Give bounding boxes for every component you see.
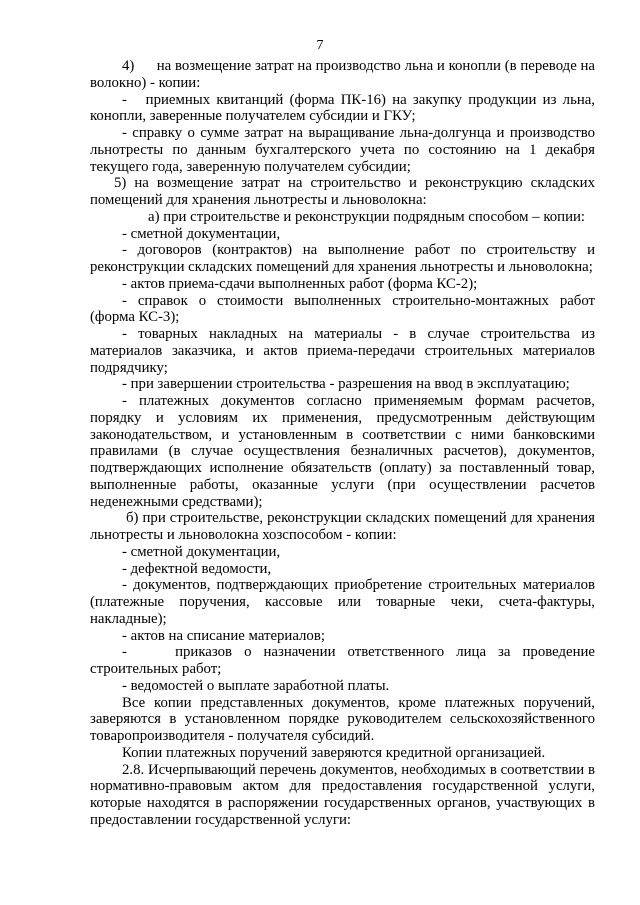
paragraph-item-5a: а) при строительстве и реконструкции подрядным способом – копии: bbox=[148, 208, 586, 225]
paragraph-item-4-cost-certificate: - справку о сумме затрат на выращивание льна-долгунца и производство льнотресты по данным бухгалтерского учета по состоянию на 1 декабря текущего года, заверенную получателем субсидии; bbox=[90, 125, 595, 175]
paragraph-payment-orders: Копии платежных поручений заверяются кредитной организацией. bbox=[122, 744, 546, 761]
paragraph-2-8: 2.8. Исчерпывающий перечень документов, необходимых в соответствии в нормативно-правовым актом для предоставления государственной услуги, которые находятся в распоряжении государственных органов, участвующих в предоставлении государственной услуги: bbox=[90, 761, 595, 828]
paragraph-item-5: 5) на возмещение затрат на строительство и реконструкцию складских помещений для хранения льнотресты и льноволокна: bbox=[90, 175, 595, 208]
paragraph-item-4-receipts: - приемных квитанций (форма ПК-16) на закупку продукции из льна, конопли, заверенные получателем субсидии и ГКУ; bbox=[90, 91, 595, 125]
list-item: - справок о стоимости выполненных строительно-монтажных работ (форма КС-3); bbox=[90, 292, 595, 326]
document-body bbox=[90, 58, 595, 829]
list-item: - сметной документации, bbox=[122, 225, 281, 242]
page-number: 7 bbox=[316, 38, 324, 53]
list-item: - договоров (контрактов) на выполнение работ по строительству и реконструкции складских помещений для хранения льнотресты и льноволокна; bbox=[90, 242, 595, 275]
list-item: - документов, подтверждающих приобретение строительных материалов (платежные поручения, кассовые или товарные чеки, счета-фактуры, накладные); bbox=[90, 577, 595, 627]
paragraph-item-4: 4) на возмещение затрат на производство льна и конопли (в переводе на волокно) - копии: bbox=[90, 58, 595, 91]
list-item: - приказов о назначении ответственного лица за проведение строительных работ; bbox=[90, 644, 595, 677]
list-item: - дефектной ведомости, bbox=[122, 560, 272, 577]
list-item: - платежных документов согласно применяемым формам расчетов, порядку и условиям их применения, предусмотренным действующим законодательством, и установленным в соответствии с ними банковскими правилами (в случае осуществления безналичных расчетов), документов, подтверждающих исполнение обязательств (оплату) за поставленный товар, выполненные работы, оказанные услуги (при осуществлении расчетов неденежными средствами); bbox=[90, 393, 595, 510]
list-item: - при завершении строительства - разрешения на ввод в эксплуатацию; bbox=[122, 376, 570, 393]
list-item: - сметной документации, bbox=[122, 543, 281, 560]
paragraph-certification: Все копии представленных документов, кроме платежных поручений, заверяются в установленном порядке руководителем сельскохозяйственного товаропроизводителя - получателя субсидий. bbox=[90, 694, 595, 744]
list-item: - актов на списание материалов; bbox=[122, 627, 325, 644]
list-item: - ведомостей о выплате заработной платы. bbox=[122, 677, 390, 694]
list-item: - товарных накладных на материалы - в случае строительства из материалов заказчика, и актов приема-передачи строительных материалов подрядчику; bbox=[90, 326, 595, 376]
list-item: - актов приема-сдачи выполненных работ (форма КС-2); bbox=[122, 275, 478, 292]
paragraph-item-5b: б) при строительстве, реконструкции складских помещений для хранения льнотресты и льноволокна хозспособом - копии: bbox=[90, 510, 595, 543]
